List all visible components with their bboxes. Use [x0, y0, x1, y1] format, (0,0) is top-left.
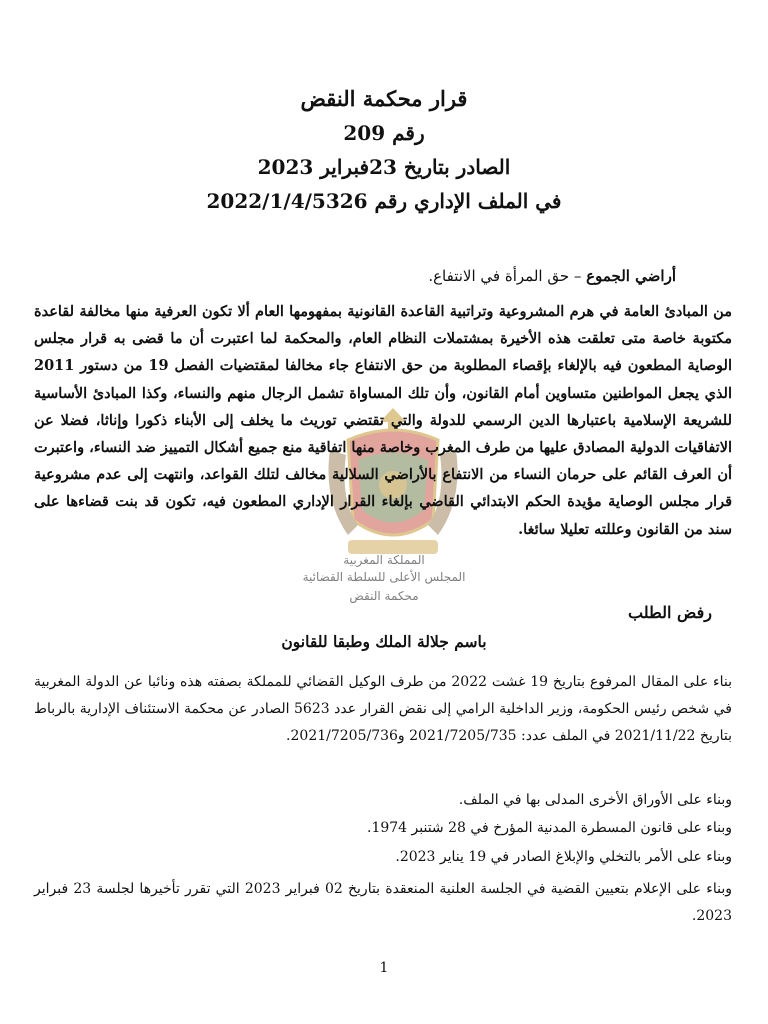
decision-number: رقم 209: [343, 121, 425, 145]
watermark-court: محكمة النقض: [349, 589, 419, 603]
royal-invocation: باسم جلالة الملك وطبقا للقانون: [281, 632, 487, 651]
watermark-kingdom: المملكة المغربية: [343, 553, 425, 567]
subject-keyword: أراضي الجموع: [586, 267, 676, 285]
page-number: 1: [379, 960, 389, 976]
legal-principle-summary: من المبادئ العامة في هرم المشروعية وتراتبية القاعدة القانونية بمفهومها العام ألا تكون العرفية منها مخالفة لقاعدة مكتوبة خاصة متى تعلقت هذه الأخيرة بمشتملات النظام العام، والمحكمة لما اعتبرت أن ما قضى به قرار مجلس الوصاية المطعون فيه بالإلغاء بإقصاء المطلوبة من حق الانتفاع جاء مخالفا لمقتضيات الفصل 19 من دستور 2011 الذي يجعل المواطنين متساوين أمام القانون، وأن تلك المساواة تشمل الرجال منهم والنساء، وكذا المبادئ الأساسية للشريعة الإسلامية باعتبارها الدين الرسمي للدولة والتي تقتضي توريث ما يخلف إلى الأبناء ذكورا وإناثا، فضلا عن الاتفاقيات الدولية المصادق عليها من طرف المغرب وخاصة منها اتفاقية منع جميع أشكال التمييز ضد النساء، واعتبرت أن العرف القائم على حرمان النساء من الانتفاع بالأراضي السلالية مخالف لتلك القواعد، وانتهت إلى عدم مشروعية قرار مجلس الوصاية مؤيدة الحكم الابتدائي القاضي بإلغاء القرار الإداري المطعون فيه، تكون قد بنت قضاءها على سند من القانون وعللته تعليلا سائغا.: [34, 303, 732, 538]
paragraph-documents: وبناء على الأوراق الأخرى المدلى بها في الملف.: [458, 792, 732, 808]
subject-rest: – حق المرأة في الانتفاع.: [428, 267, 587, 285]
subject-line: [428, 264, 676, 288]
paragraph-order: وبناء على الأمر بالتخلي والإبلاغ الصادر في 19 يناير 2023.: [395, 849, 732, 865]
decision-header: [0, 82, 768, 218]
paragraph-civil-procedure: وبناء على قانون المسطرة المدنية المؤرخ في 28 شتنبر 1974.: [366, 820, 732, 836]
paragraph-petition: بناء على المقال المرفوع بتاريخ 19 غشت 2022 من طرف الوكيل القضائي للمملكة بصفته هذه ونائبا عن الدولة المغربية في شخص رئيس الحكومة، وزير الداخلية الرامي إلى نقض القرار عدد 5623 الصادر عن محكمة الاستئناف الإدارية بالرباط بتاريخ 2021/11/22 في الملف عدد: 2021/7205/735 و2021/7205/736.: [34, 674, 733, 744]
paragraph-hearing: وبناء على الإعلام بتعيين القضية في الجلسة العلنية المنعقدة بتاريخ 02 فبراير 2023 التي تقرر تأخيرها لجلسة 23 فبراير 2023.: [34, 881, 732, 924]
issued-date: الصادر بتاريخ 23فبراير 2023: [257, 155, 511, 179]
court-decision-title: قرار محكمة النقض: [300, 86, 468, 111]
ruling-outcome: رفض الطلب: [628, 603, 712, 622]
watermark-council: المجلس الأعلى للسلطة القضائية: [302, 570, 466, 584]
file-number: في الملف الإداري رقم 2022/1/4/5326: [206, 189, 562, 213]
